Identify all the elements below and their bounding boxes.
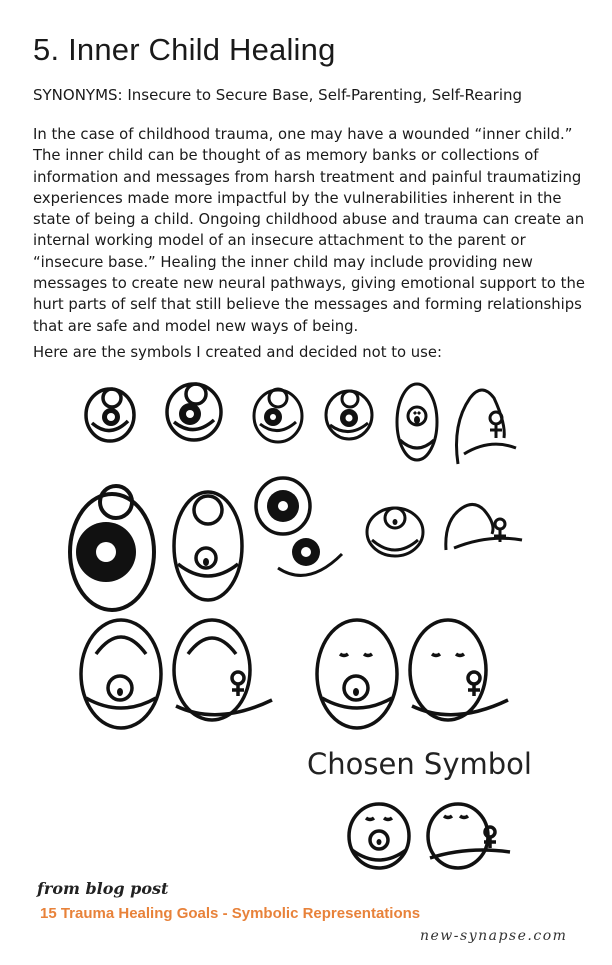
embrace-symbol-10-icon xyxy=(258,532,354,588)
blog-post-title[interactable]: 15 Trauma Healing Goals - Symbolic Representations xyxy=(40,905,421,922)
embrace-symbol-5-icon xyxy=(392,378,442,464)
embrace-symbol-8-icon xyxy=(168,484,248,604)
embrace-symbol-6-icon xyxy=(450,378,520,468)
embrace-symbol-1-icon xyxy=(80,383,140,445)
embrace-symbol-9-icon xyxy=(252,474,314,538)
embrace-symbol-16-icon xyxy=(404,614,514,730)
chosen-symbol-child-icon xyxy=(424,796,514,872)
site-domain[interactable]: new-synapse.com xyxy=(420,928,568,944)
embrace-symbol-12-icon xyxy=(440,494,526,558)
embrace-symbol-3-icon xyxy=(248,382,308,446)
embrace-symbol-7-icon xyxy=(62,474,160,614)
embrace-symbol-15-icon xyxy=(312,614,402,730)
embrace-symbol-11-icon xyxy=(362,494,428,560)
chosen-symbol-parent-icon xyxy=(344,796,414,872)
page-title: 5. Inner Child Healing xyxy=(33,32,336,67)
embrace-symbol-14-icon xyxy=(168,614,278,730)
body-paragraph: In the case of childhood trauma, one may have a wounded “inner child.” The inner child can be thought of as memory banks or collections of information and messages from harsh treatment and painful traumatizing experiences made more impactful by the vulnerabilities inherent in the state of being a child. Ongoing childhood abuse and trauma can create an internal working model of an insecure attachment to the parent or “insecure base.” Healing the inner child may include providing new messages to create new neural pathways, giving emotional support to the hurt parts of self that still believe the messages and forming relationships that are safe and model new ways of being. xyxy=(33,126,585,335)
embrace-symbol-2-icon xyxy=(160,378,228,444)
from-blog-post-label: from blog post xyxy=(37,879,169,898)
embrace-symbol-13-icon xyxy=(76,614,166,730)
synonyms-line: SYNONYMS: Insecure to Secure Base, Self-Parenting, Self-Rearing xyxy=(33,86,523,104)
symbols-intro: Here are the symbols I created and decided not to use: xyxy=(33,344,442,361)
chosen-symbol-label: Chosen Symbol xyxy=(307,747,532,781)
embrace-symbol-4-icon xyxy=(320,385,378,443)
